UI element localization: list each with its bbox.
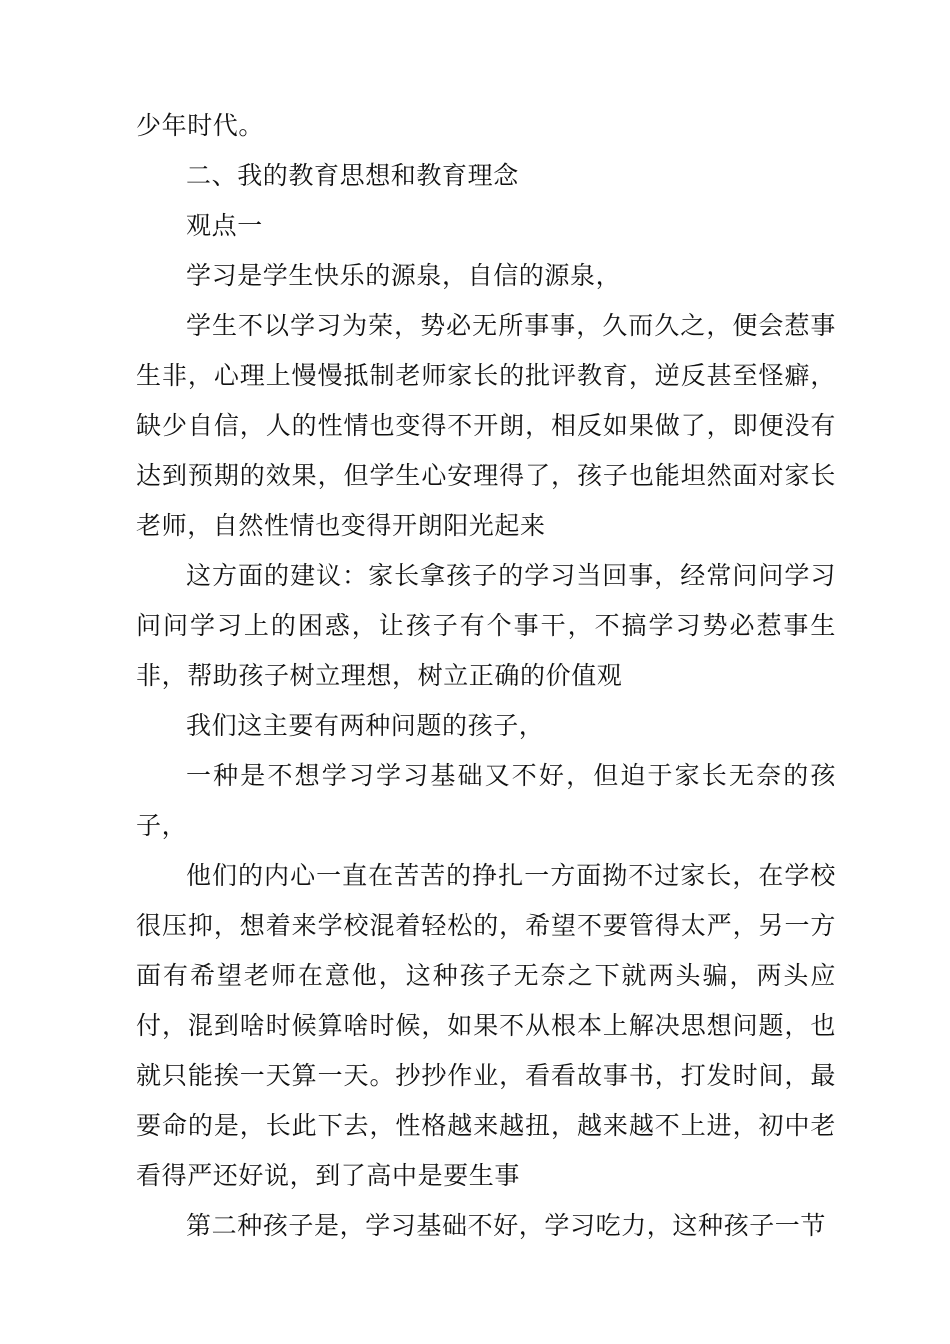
paragraph: 这方面的建议：家长拿孩子的学习当回事，经常问问学习问问学习上的困惑，让孩子有个事干，不搞学习势必惹事生非，帮助孩子树立理想，树立正确的价值观 xyxy=(136,561,836,690)
section-heading: 二、我的教育思想和教育理念 xyxy=(186,161,519,190)
document-body xyxy=(136,101,836,1251)
paragraph: 一种是不想学习学习基础又不好，但迫于家长无奈的孩子， xyxy=(136,761,836,840)
subheading-viewpoint-one: 观点一 xyxy=(186,211,263,240)
paragraph: 学习是学生快乐的源泉，自信的源泉， xyxy=(186,261,622,290)
paragraph: 他们的内心一直在苦苦的挣扎一方面拗不过家长，在学校很压抑，想着来学校混着轻松的，希望不要管得太严，另一方面有希望老师在意他，这种孩子无奈之下就两头骗，两头应付，混到啥时候算啥时候，如果不从根本上解决思想问题，也就只能挨一天算一天。抄抄作业，看看故事书，打发时间，最要命的是，长此下去，性格越来越扭，越来越不上进，初中老看得严还好说，到了高中是要生事 xyxy=(136,861,836,1190)
paragraph: 我们这主要有两种问题的孩子， xyxy=(186,711,545,740)
paragraph: 学生不以学习为荣，势必无所事事，久而久之，便会惹事生非，心理上慢慢抵制老师家长的批评教育，逆反甚至怪癖，缺少自信，人的性情也变得不开朗，相反如果做了，即便没有达到预期的效果，但学生心安理得了，孩子也能坦然面对家长老师，自然性情也变得开朗阳光起来 xyxy=(136,311,836,540)
paragraph-continuation: 少年时代。 xyxy=(136,111,265,140)
paragraph: 第二种孩子是，学习基础不好，学习吃力，这种孩子一节 xyxy=(186,1211,827,1240)
